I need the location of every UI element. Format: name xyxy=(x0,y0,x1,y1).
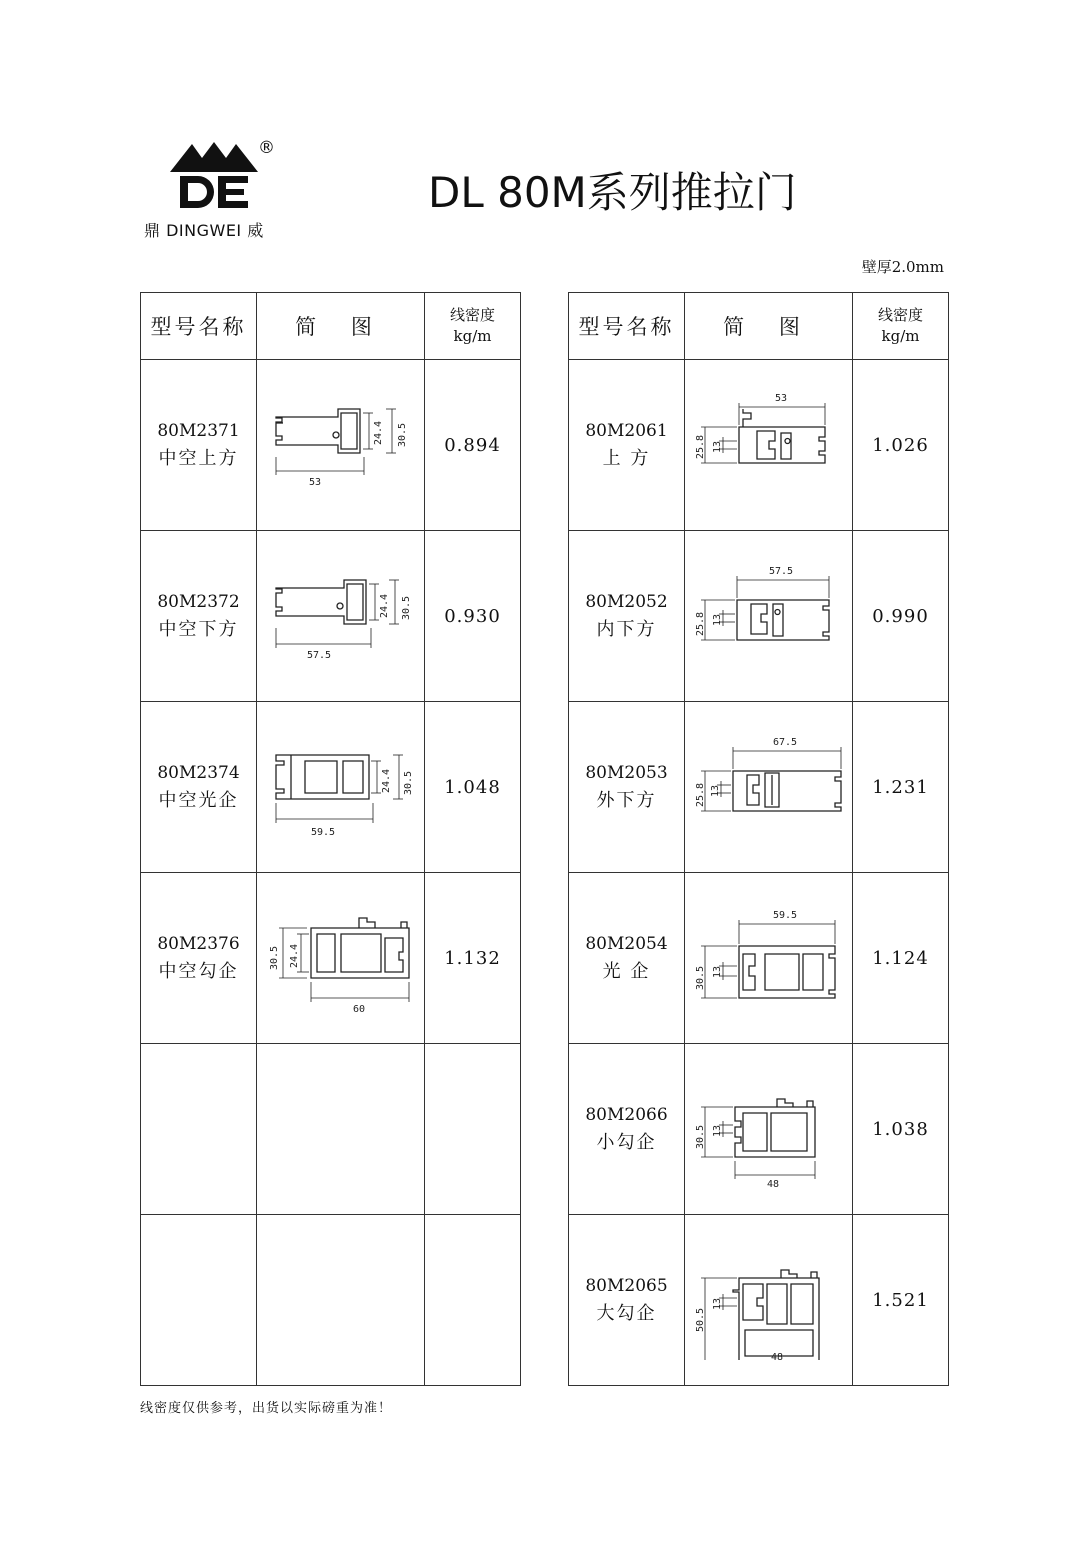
model-cell xyxy=(569,702,685,873)
sketch-cell xyxy=(685,702,853,873)
registered-mark: ® xyxy=(258,138,275,158)
model-name: 光 企 xyxy=(602,961,651,982)
model-code: 80M2065 xyxy=(585,1276,668,1296)
brand-name: 鼎 DINGWEI 威 xyxy=(144,221,264,240)
model-code: 80M2066 xyxy=(585,1105,668,1125)
model-cell xyxy=(569,531,685,702)
dim-slot: 13 xyxy=(711,1297,723,1310)
profile-80M2372-drawing xyxy=(261,556,421,676)
profile-80M2052-drawing xyxy=(689,556,849,676)
sketch-cell xyxy=(685,360,853,531)
dim-outer-height: 30.5 xyxy=(402,770,414,795)
density-value: 1.038 xyxy=(853,1044,949,1215)
wall-thickness: 壁厚2.0mm xyxy=(861,258,944,276)
sketch-cell xyxy=(257,1215,425,1386)
profile-80M2374-drawing xyxy=(261,727,421,847)
header-density-label: 线密度 xyxy=(449,306,495,324)
table-row xyxy=(569,1044,949,1215)
dim-height: 25.8 xyxy=(694,782,706,807)
model-name: 中空勾企 xyxy=(158,961,239,982)
density-value: 1.124 xyxy=(853,873,949,1044)
table-header-row xyxy=(569,293,949,360)
header-density-label: 线密度 xyxy=(877,306,923,324)
density-value: 1.231 xyxy=(853,702,949,873)
dim-width: 53 xyxy=(774,393,787,404)
header-model: 型号名称 xyxy=(141,293,257,360)
density-value: 1.026 xyxy=(853,360,949,531)
dim-slot: 13 xyxy=(711,1124,723,1137)
model-cell xyxy=(141,531,257,702)
model-name: 上 方 xyxy=(602,448,651,469)
model-cell xyxy=(569,873,685,1044)
dim-width: 60 xyxy=(352,1004,365,1015)
model-code: 80M2054 xyxy=(585,934,668,954)
profile-80M2066-drawing xyxy=(689,1069,849,1189)
dim-width: 57.5 xyxy=(306,650,331,661)
dim-height: 30.5 xyxy=(694,1124,706,1149)
model-code: 80M2052 xyxy=(585,592,668,612)
dim-outer-height: 30.5 xyxy=(400,595,412,620)
model-cell xyxy=(141,1044,257,1215)
dim-inner-height: 24.4 xyxy=(288,943,300,968)
profile-80M2053-drawing xyxy=(689,727,849,847)
dim-width: 59.5 xyxy=(772,910,797,921)
model-cell xyxy=(569,360,685,531)
footnote: 线密度仅供参考，出货以实际磅重为准！ xyxy=(140,1401,393,1416)
model-code: 80M2374 xyxy=(157,763,240,783)
density-value: 0.990 xyxy=(853,531,949,702)
left-spec-table xyxy=(140,292,521,1386)
logo xyxy=(140,138,290,243)
table-row xyxy=(569,1215,949,1386)
header-sketch: 简 图 xyxy=(685,293,853,360)
dingwei-logo-mark-icon xyxy=(170,138,258,212)
sketch-cell xyxy=(685,873,853,1044)
model-code: 80M2371 xyxy=(157,421,240,441)
table-row xyxy=(141,1044,521,1215)
dim-inner-height: 24.4 xyxy=(378,593,390,618)
header-sketch: 简 图 xyxy=(257,293,425,360)
dim-width: 48 xyxy=(770,1352,783,1360)
model-name: 外下方 xyxy=(596,790,657,811)
density-value: 1.521 xyxy=(853,1215,949,1386)
profile-80M2371-drawing xyxy=(261,385,421,505)
density-value xyxy=(425,1215,521,1386)
table-row xyxy=(569,873,949,1044)
sketch-cell xyxy=(257,360,425,531)
model-code: 80M2372 xyxy=(157,592,240,612)
table-row xyxy=(141,531,521,702)
table-row xyxy=(141,1215,521,1386)
model-cell xyxy=(141,873,257,1044)
header-density xyxy=(853,293,949,360)
table-row xyxy=(569,360,949,531)
dim-slot: 13 xyxy=(711,613,723,626)
model-cell xyxy=(141,702,257,873)
sketch-cell xyxy=(257,873,425,1044)
model-name: 中空上方 xyxy=(158,448,239,469)
header-model: 型号名称 xyxy=(569,293,685,360)
model-cell xyxy=(569,1215,685,1386)
dim-outer-height: 30.5 xyxy=(396,422,408,447)
model-code: 80M2061 xyxy=(585,421,668,441)
table-row xyxy=(141,360,521,531)
model-code: 80M2376 xyxy=(157,934,240,954)
page-title: DL 80M系列推拉门 xyxy=(428,168,797,217)
table-row xyxy=(141,702,521,873)
table-row xyxy=(569,531,949,702)
dim-outer-height: 30.5 xyxy=(268,945,280,970)
model-name: 内下方 xyxy=(596,619,657,640)
sketch-cell xyxy=(257,1044,425,1215)
dim-width: 67.5 xyxy=(772,737,797,748)
table-row xyxy=(141,873,521,1044)
dim-slot: 13 xyxy=(709,784,721,797)
dim-width: 53 xyxy=(308,477,321,488)
model-cell xyxy=(141,360,257,531)
dim-height: 50.5 xyxy=(694,1307,706,1332)
sketch-cell xyxy=(257,531,425,702)
model-cell xyxy=(141,1215,257,1386)
dim-inner-height: 24.4 xyxy=(372,420,384,445)
model-name: 大勾企 xyxy=(596,1303,657,1324)
density-value xyxy=(425,1044,521,1215)
dim-width: 57.5 xyxy=(768,566,793,577)
dim-slot: 13 xyxy=(711,965,723,978)
profile-80M2061-drawing xyxy=(689,385,849,505)
header-density-unit: kg/m xyxy=(881,327,920,345)
profile-80M2376-drawing xyxy=(261,898,421,1018)
model-cell xyxy=(569,1044,685,1215)
model-name: 中空光企 xyxy=(158,790,239,811)
dim-inner-height: 24.4 xyxy=(380,768,392,793)
header-density xyxy=(425,293,521,360)
sketch-cell xyxy=(685,531,853,702)
model-code: 80M2053 xyxy=(585,763,668,783)
density-value: 0.894 xyxy=(425,360,521,531)
sketch-cell xyxy=(685,1215,853,1386)
dim-height: 25.8 xyxy=(694,611,706,636)
dim-slot: 13 xyxy=(711,440,723,453)
dim-height: 25.8 xyxy=(694,434,706,459)
sketch-cell xyxy=(685,1044,853,1215)
density-value: 1.048 xyxy=(425,702,521,873)
model-name: 中空下方 xyxy=(158,619,239,640)
profile-80M2054-drawing xyxy=(689,898,849,1018)
header-density-unit: kg/m xyxy=(453,327,492,345)
table-header-row xyxy=(141,293,521,360)
dim-width: 48 xyxy=(766,1179,779,1189)
model-name: 小勾企 xyxy=(596,1132,657,1153)
table-row xyxy=(569,702,949,873)
dim-width: 59.5 xyxy=(310,827,335,838)
sketch-cell xyxy=(257,702,425,873)
density-value: 1.132 xyxy=(425,873,521,1044)
right-spec-table xyxy=(568,292,949,1386)
profile-80M2065-drawing xyxy=(689,1240,849,1360)
dim-height: 30.5 xyxy=(694,965,706,990)
density-value: 0.930 xyxy=(425,531,521,702)
